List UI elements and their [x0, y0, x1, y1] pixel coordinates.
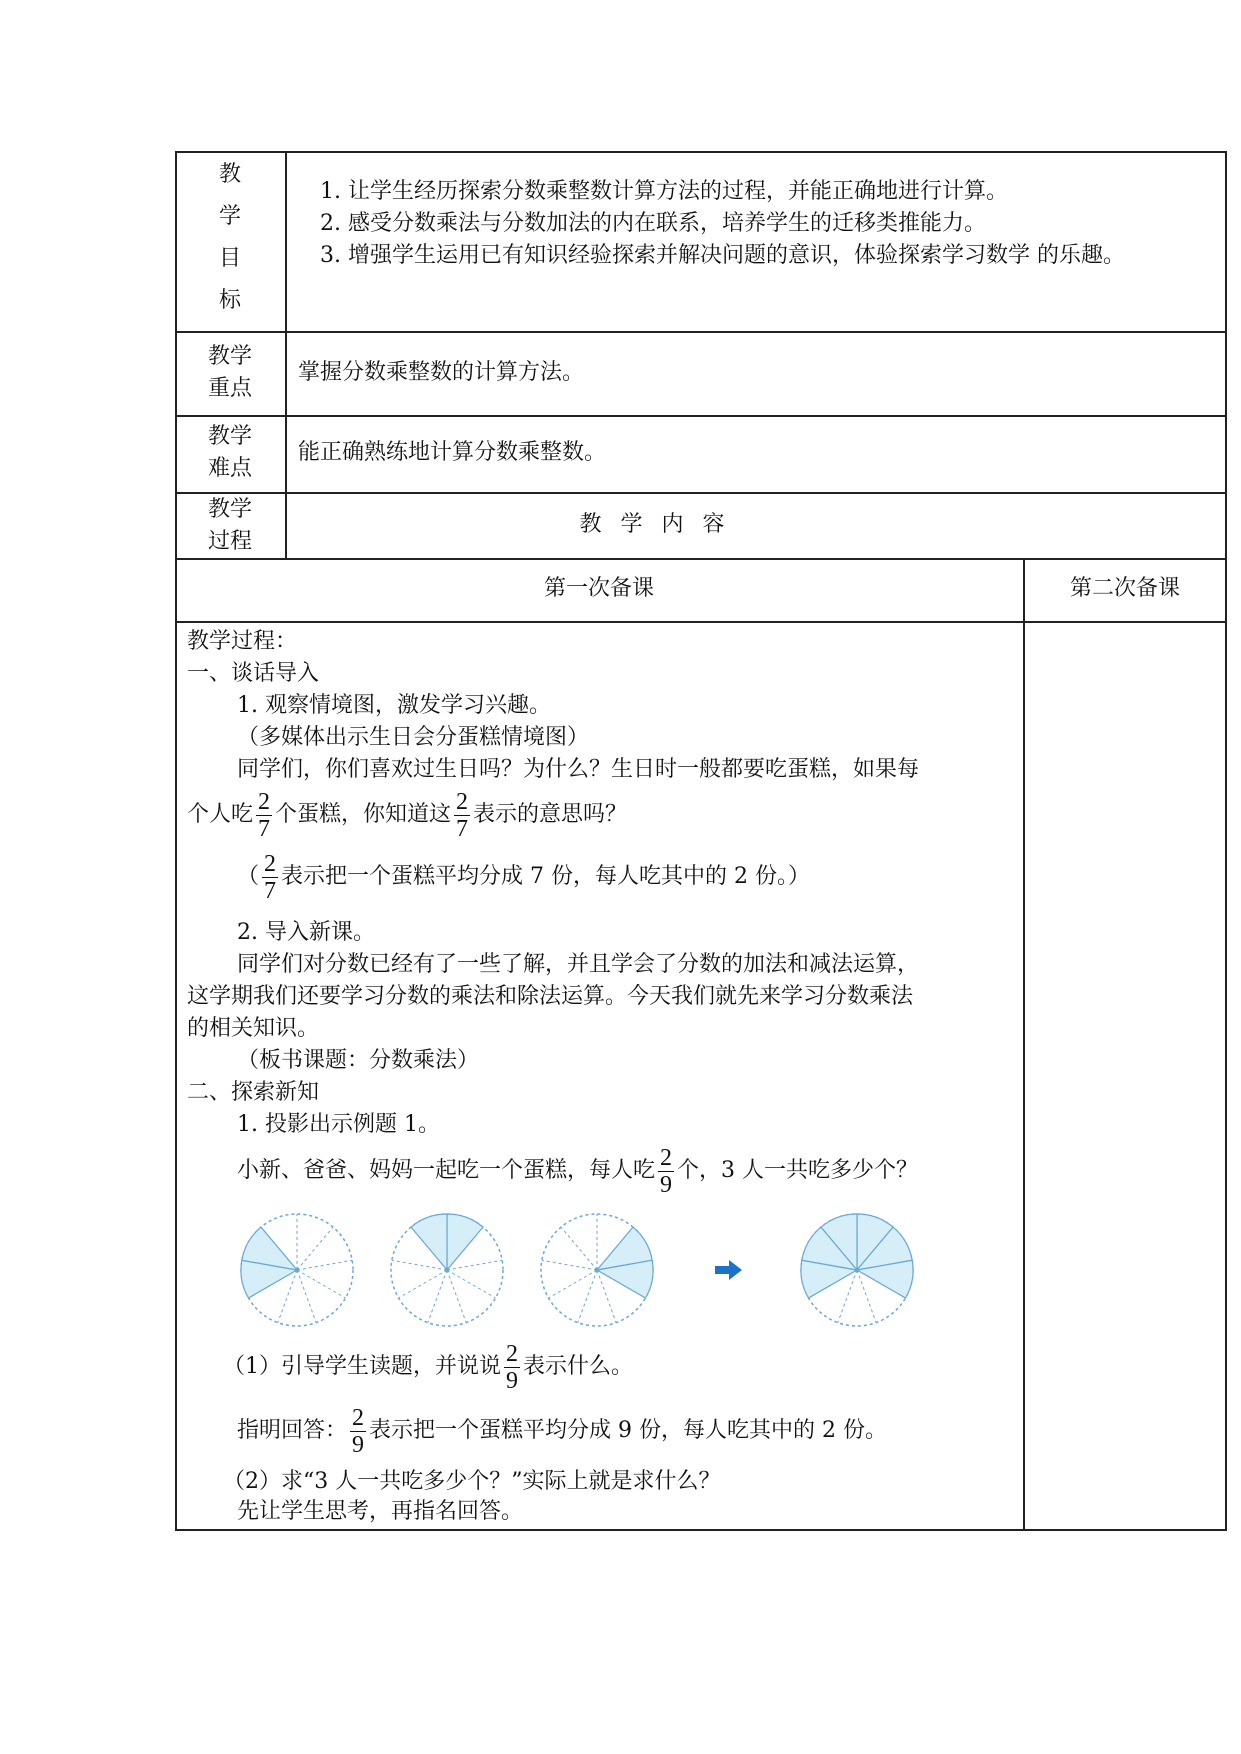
row-divider-columns: [175, 621, 1227, 623]
difficulty-text: 能正确熟练地计算分数乘整数。: [298, 440, 607, 465]
table-border-top: [175, 151, 1227, 153]
label-line: 重点: [207, 376, 252, 401]
objectives-label-char: 目: [218, 246, 241, 271]
section-heading: 一、谈话导入: [187, 661, 320, 686]
label-line: 教学: [207, 424, 252, 449]
fraction-numerator: 2: [258, 788, 271, 815]
text-run: 小新、爸爸、妈妈一起吃一个蛋糕，每人吃: [237, 1158, 656, 1183]
content-line-with-fraction: [187, 785, 627, 845]
text-run: 表示把一个蛋糕平均分成 7 份，每人吃其中的 2 份。）: [281, 864, 810, 889]
content-line: 2. 导入新课。: [237, 920, 375, 945]
second-prep-header: 第二次备课: [1069, 576, 1180, 601]
content-line-with-fraction: [237, 1141, 918, 1201]
fraction-numerator: 2: [456, 788, 469, 815]
key-point-label: [175, 341, 285, 405]
fraction-numerator: 2: [660, 1144, 673, 1171]
row-divider-process: [175, 558, 1227, 560]
label-line: 教学: [207, 497, 252, 522]
slice-divider: [297, 1227, 333, 1270]
content-line: 教学过程：: [187, 629, 298, 654]
content-line-with-fraction: [237, 1401, 887, 1461]
objectives-label: [175, 154, 285, 322]
fraction-denominator: 9: [506, 1367, 518, 1394]
label-line: 过程: [207, 529, 252, 554]
row-divider-keypoint: [175, 415, 1227, 417]
cake-slices-3: [541, 1214, 653, 1326]
fraction-numerator: 2: [352, 1404, 365, 1431]
table-border-bottom: [175, 1529, 1227, 1531]
slice-divider: [561, 1227, 597, 1270]
content-line: 1. 投影出示例题 1。: [237, 1112, 440, 1137]
text-run: （: [237, 864, 260, 889]
cake-slices-combined: [801, 1214, 913, 1326]
text-run: （1）引导学生读题，并说说: [223, 1354, 501, 1379]
fraction: [350, 1405, 366, 1458]
slice-divider: [297, 1260, 352, 1270]
objectives-list: [320, 176, 1125, 272]
label-line: 难点: [207, 456, 252, 481]
key-point-text: 掌握分数乘整数的计算方法。: [298, 360, 585, 385]
content-line: 先让学生思考，再指名回答。: [237, 1499, 524, 1524]
cake-center: [445, 1268, 450, 1273]
objectives-label-char: 标: [218, 288, 241, 313]
process-label: [175, 494, 285, 558]
content-line: 同学们，你们喜欢过生日吗？为什么？生日时一般都要吃蛋糕，如果每: [237, 757, 920, 782]
fraction: [658, 1145, 674, 1198]
content-line: 1. 观察情境图，激发学习兴趣。: [237, 693, 551, 718]
row-divider-difficulty: [175, 492, 1227, 494]
text-run: 个，3 人一共吃多少个？: [677, 1158, 919, 1183]
cake-slices-2: [391, 1214, 503, 1326]
objective-item: 2. 感受分数乘法与分数加法的内在联系，培养学生的迁移类推能力。: [320, 211, 986, 236]
cake-center: [855, 1268, 860, 1273]
text-run: 表示把一个蛋糕平均分成 9 份，每人吃其中的 2 份。: [369, 1418, 887, 1443]
fraction: [256, 789, 272, 842]
slice-divider: [297, 1270, 316, 1323]
content-line: （多媒体出示生日会分蛋糕情境图）: [237, 725, 590, 750]
slice-divider: [392, 1260, 447, 1270]
shaded-slice: [411, 1214, 447, 1270]
slice-divider: [399, 1270, 447, 1298]
difficulty-label: [175, 421, 285, 485]
table-border-right: [1225, 151, 1227, 1531]
text-run: 表示什么。: [523, 1354, 634, 1379]
fraction: [504, 1341, 520, 1394]
label-column-divider: [285, 151, 287, 558]
fraction-denominator: 7: [258, 815, 271, 842]
fraction: [262, 851, 278, 904]
slice-divider: [447, 1270, 466, 1323]
content-line: 这学期我们还要学习分数的乘法和除法运算。今天我们就先来学习分数乘法: [187, 984, 914, 1009]
second-prep-column-divider: [1023, 558, 1025, 1531]
text-run: 表示的意思吗？: [473, 802, 628, 827]
fraction: [454, 789, 470, 842]
content-line-with-fraction: [223, 1337, 633, 1397]
text-run: 个蛋糕，你知道这: [275, 802, 452, 827]
teaching-content-title: 教 学 内 容: [579, 512, 731, 537]
slice-divider: [428, 1270, 447, 1323]
content-line: （板书课题：分数乘法）: [237, 1048, 480, 1073]
cake-center: [595, 1268, 600, 1273]
fraction-denominator: 9: [660, 1171, 673, 1198]
fraction-denominator: 7: [264, 877, 277, 904]
fraction-denominator: 9: [352, 1431, 365, 1458]
cake-center: [295, 1268, 300, 1273]
text-run: 指明回答：: [237, 1418, 348, 1443]
content-line: 的相关知识。: [187, 1016, 320, 1041]
slice-divider: [542, 1260, 597, 1270]
objectives-label-char: 学: [218, 204, 241, 229]
section-heading: 二、探索新知: [187, 1080, 320, 1105]
lesson-plan-table: [175, 151, 1227, 1531]
fraction-numerator: 2: [506, 1340, 518, 1367]
slice-divider: [447, 1260, 502, 1270]
row-divider-objectives: [175, 331, 1227, 333]
content-line: （2）求“3 人一共吃多少个？”实际上就是求什么？: [223, 1469, 721, 1494]
right-arrow-icon: [715, 1260, 742, 1280]
slice-divider: [549, 1270, 597, 1298]
content-line-with-fraction: [237, 847, 810, 907]
fraction-numerator: 2: [264, 850, 277, 877]
slice-divider: [447, 1270, 495, 1298]
objectives-label-char: 教: [218, 162, 241, 187]
cake-slices-1: [241, 1214, 353, 1326]
shaded-slice: [447, 1214, 483, 1270]
cake-sharing-figure: [235, 1205, 915, 1335]
objective-item: 1. 让学生经历探索分数乘整数计算方法的过程，并能正确地进行计算。: [320, 179, 1008, 204]
content-line: 同学们对分数已经有了一些了解，并且学会了分数的加法和减法运算，: [237, 952, 920, 977]
first-prep-header: 第一次备课: [543, 576, 654, 601]
fraction-denominator: 7: [456, 815, 469, 842]
label-line: 教学: [207, 344, 252, 369]
objective-item: 3. 增强学生运用已有知识经验探索并解决问题的意识，体验探索学习数学 的乐趣。: [320, 243, 1125, 268]
slice-divider: [578, 1270, 597, 1323]
slice-divider: [297, 1270, 345, 1298]
text-run: 个人吃: [187, 802, 254, 827]
